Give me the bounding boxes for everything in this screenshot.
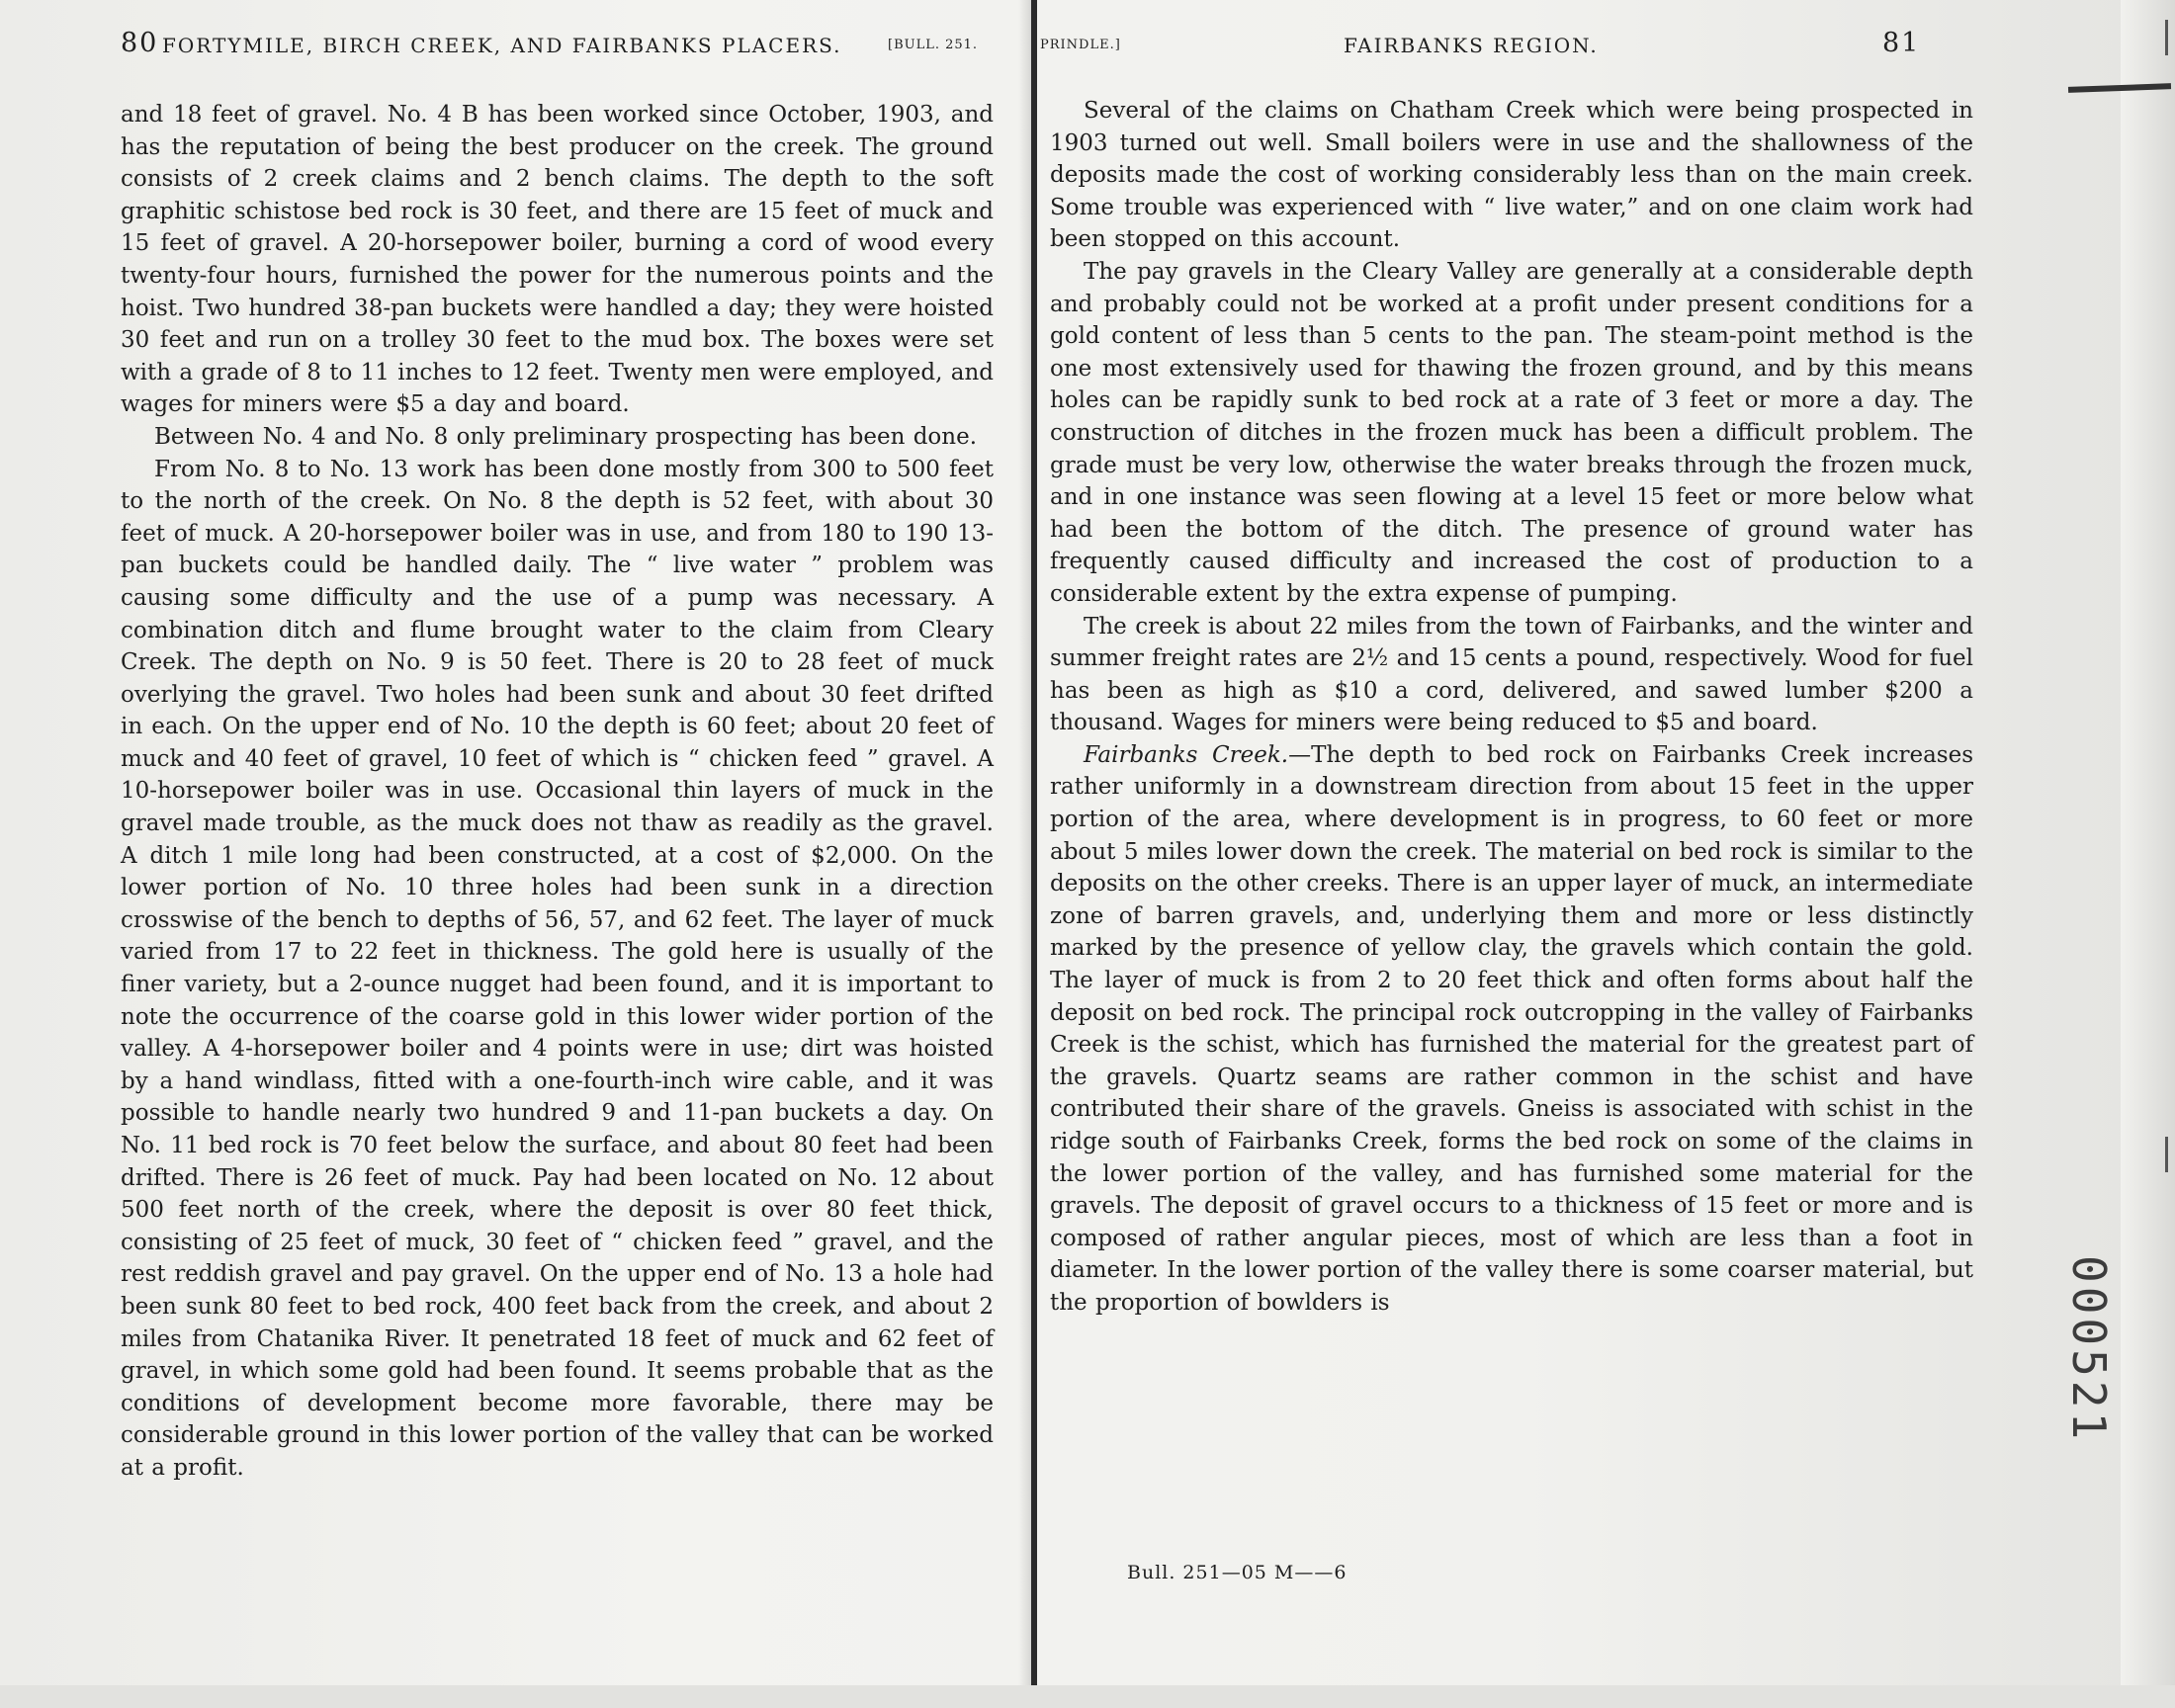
- author-tag: PRINDLE.]: [1040, 38, 1121, 52]
- page-footer: Bull. 251—05 M——6: [1127, 1562, 1348, 1583]
- gutter-shadow: [1018, 0, 1032, 1685]
- paragraph: The creek is about 22 miles from the town of Fairbanks, and the winter and summer freight rates are 2½ and 15 cents a pound, respectively. Wood for fuel has been as high as $10 a cord, delivered, and sawed lumber $200 a thousand. Wages for miners were being reduced to $5 and board.: [1050, 613, 1973, 736]
- left-page: [0, 0, 1033, 1708]
- margin-stamp-number: 000521: [2062, 1255, 2116, 1444]
- fairbanks-creek-paragraph: [1050, 739, 1973, 1320]
- paragraph: From No. 8 to No. 13 work has been done mostly from 300 to 500 feet to the north of the creek. On No. 8 the depth is 52 feet, with about 30 feet of muck. A 20-horsepower boiler was in use, and from 180 to 190 13-pan buckets could be handled daily. The “ live water ” problem was causing some difficulty and the use of a pump was necessary. A combination ditch and flume brought water to the claim from Cleary Creek. The depth on No. 9 is 50 feet. There is 20 to 28 feet of muck overlying the gravel. Two holes had been sunk and about 30 feet drifted in each. On the upper end of No. 10 the depth is 60 feet; about 20 feet of muck and 40 feet of gravel, 10 feet of which is “ chicken feed ” gravel. A 10-horsepower boiler was in use. Occasional thin layers of muck in the gravel made trouble, as the muck does not thaw as readily as the gravel. A ditch 1 mile long had been constructed, at a cost of $2,000. On the lower portion of No. 10 three holes had been sunk in a direction crosswise of the bench to depths of 56, 57, and 62 feet. The layer of muck varied from 17 to 22 feet in thickness. The gold here is usually of the finer variety, but a 2-ounce nugget had been found, and it is important to note the occurrence of the coarse gold in this lower wider portion of the valley. A 4-horsepower boiler and 4 points were in use; dirt was hoisted by a hand windlass, fitted with a one-fourth-inch wire cable, and it was possible to handle nearly two hundred 9 and 11-pan buckets a day. On No. 11 bed rock is 70 feet below the surface, and about 80 feet had been drifted. There is 26 feet of muck. Pay had been located on No. 12 about 500 feet north of the creek, where the deposit is over 80 feet thick, consisting of 25 feet of muck, 30 feet of “ chicken feed ” gravel, and the rest reddish gravel and pay gravel. On the upper end of No. 13 a hole had been sunk 80 feet to bed rock, 400 feet back from the creek, and about 2 miles from Chatanika River. It penetrated 18 feet of muck and 62 feet of gravel, in which some gold had been found. It seems probable that as the conditions of development become more favorable, there may be considerable ground in this lower portion of the valley that can be worked at a profit.: [121, 456, 994, 1481]
- paragraph: Several of the claims on Chatham Creek which were being prospected in 1903 turned out well. Small boilers were in use and the shallowness of the deposits made the cost of working considerably less than on the main creek. Some trouble was experienced with “ live water,” and on one claim work had been stopped on this account.: [1050, 98, 1973, 253]
- paragraph: Between No. 4 and No. 8 only preliminary prospecting has been done.: [154, 423, 978, 450]
- left-page-header: [121, 28, 1000, 73]
- right-running-head: FAIRBANKS REGION.: [1344, 34, 1599, 57]
- right-body-text: [1050, 95, 1973, 1320]
- left-running-head: FORTYMILE, BIRCH CREEK, AND FAIRBANKS PLACERS.: [162, 34, 842, 57]
- right-page-number: 81: [1882, 28, 1921, 58]
- paragraph: and 18 feet of gravel. No. 4 B has been worked since October, 1903, and has the reputation of being the best producer on the creek. The ground consists of 2 creek claims and 2 bench claims. The depth to the soft graphitic schistose bed rock is 30 feet, and there are 15 feet of muck and 15 feet of gravel. A 20-horsepower boiler, burning a cord of wood every twenty-four hours, furnished the power for the numerous points and the hoist. Two hundred 38-pan buckets were handled a day; they were hoisted 30 feet and run on a trolley 30 feet to the mud box. The boxes were set with a grade of 8 to 11 inches to 12 feet. Twenty men were employed, and wages for miners were $5 a day and board.: [121, 102, 994, 418]
- scan-bottom-band: [0, 1685, 2175, 1708]
- edge-tick: [2165, 20, 2168, 55]
- edge-tick: [2165, 1137, 2168, 1172]
- paragraph: The pay gravels in the Cleary Valley are generally at a considerable depth and probably could not be worked at a profit under present conditions for a gold content of less than 5 cents to the pan. The steam-point method is the one most extensively used for thawing the frozen ground, and by this means holes can be rapidly sunk to bed rock at a rate of 3 feet or more a day. The construction of ditches in the frozen muck has been a difficult problem. The grade must be very low, otherwise the water breaks through the frozen muck, and in one instance was seen flowing at a level 15 feet or more below what had been the bottom of the ditch. The presence of ground water has frequently caused difficulty and increased the cost of production to a considerable extent by the extra expense of pumping.: [1050, 258, 1973, 607]
- margin-stamp: [2027, 1255, 2145, 1463]
- book-gutter: [1031, 0, 1037, 1685]
- bulletin-tag: [BULL. 251.: [888, 38, 979, 52]
- left-page-number: 80: [121, 28, 159, 58]
- right-page-header: [1040, 28, 1989, 73]
- left-body-text: [121, 99, 994, 1485]
- section-heading-fairbanks-creek: Fairbanks Creek.: [1084, 741, 1289, 768]
- right-page: [1040, 0, 2175, 1708]
- fairbanks-creek-text: —The depth to bed rock on Fairbanks Creek increases rather uniformly in a downstream direction from about 15 feet in the upper portion of the area, where development is in progress, to 60 feet or more about 5 miles lower down the creek. The material on bed rock is similar to the deposits on the other creeks. There is an upper layer of muck, an intermediate zone of barren gravels, and, underlying them and more or less distinctly marked by the presence of yellow clay, the gravels which contain the gold. The layer of muck is from 2 to 20 feet thick and often forms about half the deposit on bed rock. The principal rock outcropping in the valley of Fairbanks Creek is the schist, which has furnished the material for the greatest part of the gravels. Quartz seams are rather common in the schist and have contributed their share of the gravels. Gneiss is associated with schist in the ridge south of Fairbanks Creek, forms the bed rock on some of the claims in the lower portion of the valley, and has furnished some material for the gravels. The deposit of gravel occurs to a thickness of 15 feet or more and is composed of rather angular pieces, most of which are less than a foot in diameter. In the lower portion of the valley there is some coarser material, but the proportion of bowlders is: [1050, 741, 1973, 1316]
